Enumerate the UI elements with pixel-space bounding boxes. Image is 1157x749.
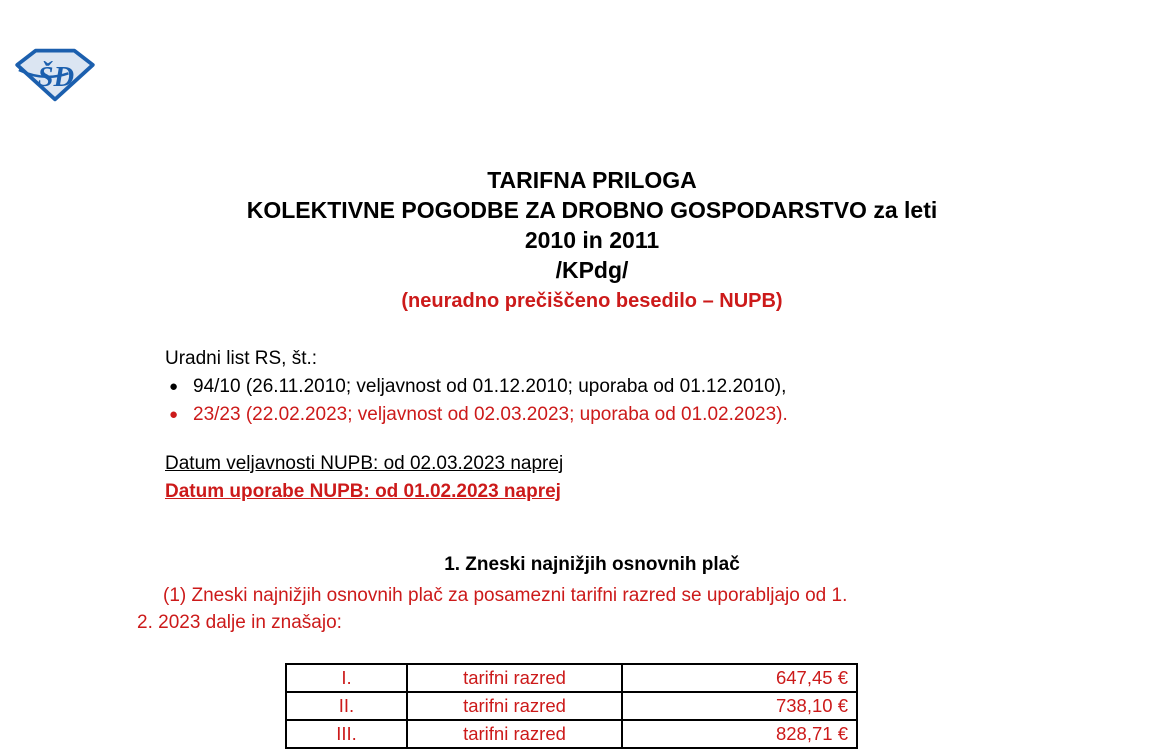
shield-icon: [13, 47, 97, 103]
uradni-list-item-2: 23/23 (22.02.2023; veljavnost od 02.03.2023; uporaba od 01.02.2023).: [193, 404, 788, 425]
tariff-label-cell: tarifni razred: [407, 664, 622, 692]
bullet-icon: ●: [169, 378, 179, 395]
validity-section: [165, 450, 1047, 505]
amount-cell: 738,10 €: [622, 692, 857, 720]
tariff-label-cell: tarifni razred: [407, 692, 622, 720]
title-line-1: TARIFNA PRILOGA: [487, 167, 697, 193]
document-body: [137, 0, 1047, 749]
logo-letters: ŠD: [37, 61, 75, 93]
uradni-list-item-1: 94/10 (26.11.2010; veljavnost od 01.12.2010; uporaba od 01.12.2010),: [193, 376, 787, 397]
title-line-2: KOLEKTIVNE POGODBE ZA DROBNO GOSPODARSTVO za leti: [246, 197, 938, 223]
tariff-class-cell: I.: [286, 664, 407, 692]
validity-date-line: Datum veljavnosti NUPB: od 02.03.2023 naprej: [165, 453, 564, 474]
nupb-subtitle: (neuradno prečiščeno besedilo – NUPB): [401, 290, 783, 312]
title-line-3: 2010 in 2011: [524, 227, 660, 253]
uradni-list-section: [165, 345, 1047, 429]
table-row: [286, 720, 857, 748]
section-1-heading: 1. Zneski najnižjih osnovnih plač: [444, 554, 740, 575]
tariff-class-cell: III.: [286, 720, 407, 748]
list-item: [165, 401, 1047, 429]
sd-shield-logo: [13, 47, 97, 103]
amount-cell: 828,71 €: [622, 720, 857, 748]
bullet-icon: ●: [169, 406, 179, 423]
table-row: [286, 664, 857, 692]
salary-table: [285, 663, 858, 749]
uradni-list-heading: Uradni list RS, št.:: [165, 348, 318, 369]
paragraph-line-1: (1) Zneski najnižjih osnovnih plač za posamezni tarifni razred se uporabljajo od 1.: [163, 585, 848, 606]
tariff-class-cell: II.: [286, 692, 407, 720]
table-row: [286, 692, 857, 720]
section-1-paragraph: [137, 582, 1047, 636]
amount-cell: 647,45 €: [622, 664, 857, 692]
document-title: [137, 0, 1047, 285]
tariff-label-cell: tarifni razred: [407, 720, 622, 748]
paragraph-line-2: 2. 2023 dalje in znašajo:: [137, 612, 342, 633]
application-date-line: Datum uporabe NUPB: od 01.02.2023 naprej: [165, 480, 561, 502]
list-item: [165, 373, 1047, 401]
title-line-4: /KPdg/: [555, 257, 629, 283]
